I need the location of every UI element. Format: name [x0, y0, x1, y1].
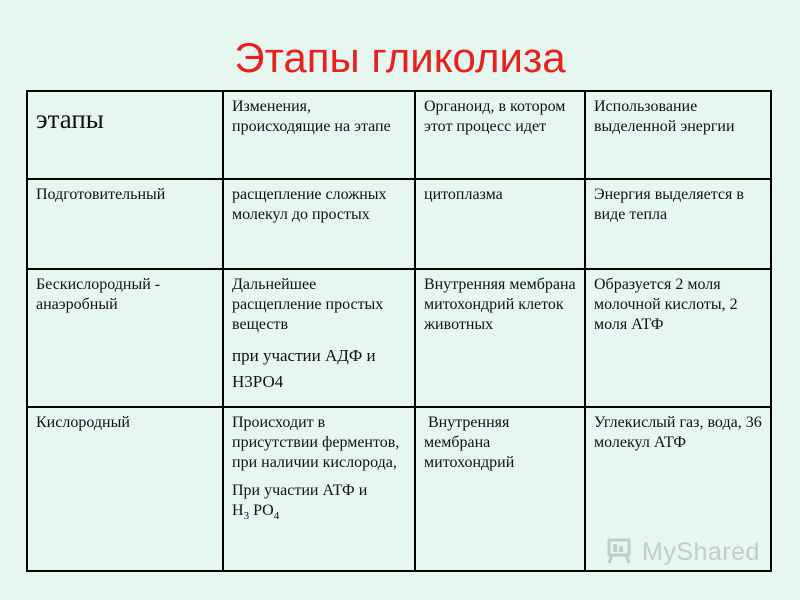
- stage-cell: Кислородный: [27, 407, 223, 571]
- changes-line: при участии АДФ и Н3РО4: [232, 346, 376, 391]
- header-organelle: Органоид, в котором этот процесс идет: [415, 91, 585, 179]
- organelle-cell: Внутренняя мембрана митохондрий клеток животных: [415, 269, 585, 407]
- formula-po: РО: [249, 502, 274, 519]
- changes-line: При участии АТФ и: [232, 482, 368, 499]
- changes-cell: расщепление сложных молекул до простых: [223, 179, 415, 269]
- changes-line: Дальнейшее расщепление простых веществ: [232, 276, 384, 333]
- formula-line: [232, 501, 406, 526]
- header-stage: этапы: [27, 91, 223, 179]
- table-header-row: [27, 91, 771, 179]
- header-changes: Изменения, происходящие на этапе: [223, 91, 415, 179]
- energy-cell: Энергия выделяется в виде тепла: [585, 179, 771, 269]
- changes-line: Происходит в присутствии ферментов, при наличии кислорода,: [232, 414, 400, 471]
- header-energy: Использование выделенной энергии: [585, 91, 771, 179]
- page-title: Этапы гликолиза: [234, 34, 566, 81]
- changes-cell: [223, 269, 415, 407]
- stage-cell: Подготовительный: [27, 179, 223, 269]
- presentation-board-icon: [606, 535, 636, 570]
- formula-h-subscript: 3: [243, 510, 250, 523]
- watermark: [606, 535, 766, 569]
- organelle-cell: цитоплазма: [415, 179, 585, 269]
- watermark-text: MyShared: [642, 537, 760, 566]
- formula-po-subscript: 4: [273, 510, 280, 523]
- changes-cell: [223, 407, 415, 571]
- glycolysis-stages-table: [26, 90, 772, 572]
- table-row: [27, 179, 771, 269]
- table-row: [27, 269, 771, 407]
- formula-h: Н: [232, 502, 244, 519]
- organelle-cell: Внутренняя мембрана митохондрий: [415, 407, 585, 571]
- stage-cell: Бескислородный - анаэробный: [27, 269, 223, 407]
- energy-cell: Углекислый газ, вода, 36 молекул АТФ: [585, 407, 771, 571]
- energy-cell: Образуется 2 моля молочной кислоты, 2 моля АТФ: [585, 269, 771, 407]
